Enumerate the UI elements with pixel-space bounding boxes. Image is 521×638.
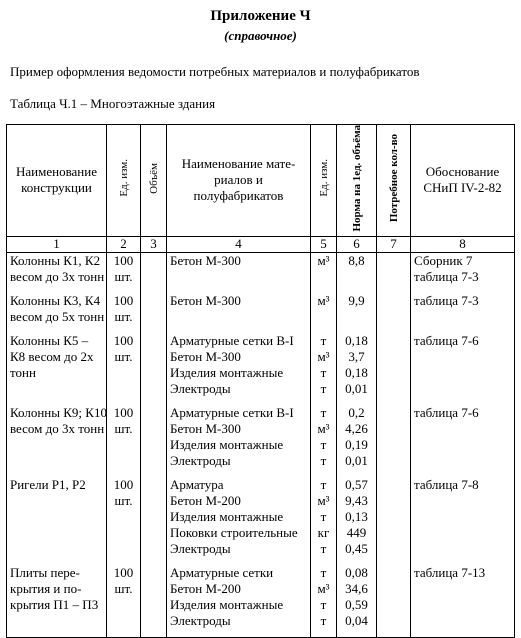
norms-line: 34,6 bbox=[345, 580, 368, 596]
basis-cell bbox=[411, 333, 515, 405]
units-cell bbox=[311, 565, 337, 638]
unit-cell bbox=[107, 405, 141, 477]
appendix-title: Приложение Ч bbox=[210, 8, 311, 24]
norms-line: 4,26 bbox=[345, 420, 368, 436]
table-row bbox=[7, 405, 515, 477]
header-materials-line: риалов и bbox=[214, 172, 263, 188]
document-caption: Пример оформления ведомости потребных материалов и полуфабрикатов bbox=[10, 64, 420, 79]
materials-cell bbox=[167, 477, 311, 565]
materials-line: Арматурные сетки bbox=[170, 564, 274, 580]
norms-cell bbox=[337, 333, 377, 405]
construction-line: Колонны К9; К10 bbox=[10, 404, 107, 420]
materials-line: Арматурные сетки В-I bbox=[170, 332, 294, 348]
materials-cell bbox=[167, 565, 311, 638]
norms-line: 0,08 bbox=[345, 564, 368, 580]
column-number: 8 bbox=[411, 236, 515, 252]
unit-cell bbox=[107, 477, 141, 565]
volume-cell bbox=[141, 293, 167, 333]
norms-line: 9,43 bbox=[345, 492, 368, 508]
basis-line: Сборник 7 bbox=[414, 252, 473, 268]
unit-line: 100 bbox=[113, 332, 134, 348]
construction-cell bbox=[7, 293, 107, 333]
column-number: 7 bbox=[377, 236, 411, 252]
materials-line: Арматурные сетки В-I bbox=[170, 404, 294, 420]
basis-cell bbox=[411, 405, 515, 477]
units-cell bbox=[311, 333, 337, 405]
basis-line: таблица 7-6 bbox=[414, 404, 479, 420]
units-line: т bbox=[320, 476, 327, 492]
materials-cell bbox=[167, 405, 311, 477]
units-line: т bbox=[320, 452, 327, 468]
units-line: т bbox=[320, 380, 327, 396]
materials-line: Арматура bbox=[170, 476, 224, 492]
volume-cell bbox=[141, 405, 167, 477]
norms-cell bbox=[337, 477, 377, 565]
unit-line: 100 bbox=[113, 476, 134, 492]
table-header-row bbox=[7, 125, 515, 237]
header-construction bbox=[7, 125, 107, 237]
construction-cell bbox=[7, 405, 107, 477]
materials-cell bbox=[167, 333, 311, 405]
norms-line: 0,59 bbox=[345, 596, 368, 612]
construction-cell bbox=[7, 477, 107, 565]
construction-line: весом до 3х тонн bbox=[10, 268, 105, 284]
norms-line: 0,2 bbox=[348, 404, 365, 420]
materials-table bbox=[6, 124, 515, 638]
header-basis-line: СНиП IV-2-82 bbox=[423, 180, 502, 196]
construction-cell bbox=[7, 565, 107, 638]
column-number: 3 bbox=[141, 236, 167, 252]
basis-line: таблица 7-8 bbox=[414, 476, 479, 492]
units-cell bbox=[311, 405, 337, 477]
construction-line: Колонны К1, К2 bbox=[10, 252, 101, 268]
norms-line: 0,18 bbox=[345, 364, 368, 380]
header-unit bbox=[107, 125, 141, 237]
header-unit-label: Ед. изм. bbox=[117, 159, 130, 198]
table-body bbox=[7, 252, 515, 637]
quantity-cell bbox=[377, 252, 411, 293]
table-row bbox=[7, 565, 515, 638]
units-line: м³ bbox=[317, 492, 330, 508]
header-materials bbox=[167, 125, 311, 237]
materials-line: Бетон М-300 bbox=[170, 420, 241, 436]
norms-cell bbox=[337, 293, 377, 333]
header-volume-label: Объём bbox=[147, 162, 160, 194]
header-basis-line: Обоснование bbox=[425, 164, 500, 180]
materials-line: Электроды bbox=[170, 612, 231, 628]
basis-cell bbox=[411, 293, 515, 333]
unit-line: шт. bbox=[114, 420, 133, 436]
column-number: 6 bbox=[337, 236, 377, 252]
norms-line: 0,01 bbox=[345, 452, 368, 468]
unit-line: 100 bbox=[113, 404, 134, 420]
unit-cell bbox=[107, 252, 141, 293]
units-line: т bbox=[320, 508, 327, 524]
basis-cell bbox=[411, 252, 515, 293]
basis-line: таблица 7-3 bbox=[414, 268, 479, 284]
construction-line: Плиты пере- bbox=[10, 564, 80, 580]
basis-cell bbox=[411, 565, 515, 638]
quantity-cell bbox=[377, 405, 411, 477]
norms-line: 0,19 bbox=[345, 436, 368, 452]
norms-line: 0,01 bbox=[345, 380, 368, 396]
materials-cell bbox=[167, 293, 311, 333]
column-number: 2 bbox=[107, 236, 141, 252]
units-cell bbox=[311, 293, 337, 333]
header-materials-line: полуфабрикатов bbox=[193, 188, 284, 204]
construction-line: крытия и по- bbox=[10, 580, 82, 596]
header-unit2-label: Ед. изм. bbox=[317, 159, 330, 198]
materials-line: Бетон М-300 bbox=[170, 348, 241, 364]
volume-cell bbox=[141, 477, 167, 565]
norms-cell bbox=[337, 252, 377, 293]
quantity-cell bbox=[377, 565, 411, 638]
header-construction-line: Наименование bbox=[16, 164, 97, 180]
norms-line: 9,9 bbox=[348, 292, 365, 308]
norms-line: 0,18 bbox=[345, 332, 368, 348]
units-line: т bbox=[320, 364, 327, 380]
materials-line: Изделия монтажные bbox=[170, 436, 284, 452]
header-construction-line: конструкции bbox=[21, 180, 92, 196]
materials-line: Электроды bbox=[170, 380, 231, 396]
materials-line: Изделия монтажные bbox=[170, 596, 284, 612]
units-line: т bbox=[320, 436, 327, 452]
quantity-cell bbox=[377, 477, 411, 565]
quantity-cell bbox=[377, 333, 411, 405]
norms-line: 3,7 bbox=[348, 348, 365, 364]
materials-line: Бетон М-200 bbox=[170, 580, 241, 596]
norms-cell bbox=[337, 565, 377, 638]
construction-line: крытия П1 – П3 bbox=[10, 596, 99, 612]
units-line: т bbox=[320, 564, 327, 580]
materials-line: Электроды bbox=[170, 452, 231, 468]
units-line: т bbox=[320, 596, 327, 612]
unit-cell bbox=[107, 293, 141, 333]
materials-line: Бетон М-300 bbox=[170, 252, 241, 268]
header-materials-line: Наименование мате- bbox=[181, 156, 296, 172]
basis-line: таблица 7-13 bbox=[414, 564, 486, 580]
materials-line: Изделия монтажные bbox=[170, 508, 284, 524]
unit-line: 100 bbox=[113, 564, 134, 580]
column-number: 4 bbox=[167, 236, 311, 252]
unit-line: шт. bbox=[114, 268, 133, 284]
header-norm bbox=[337, 125, 377, 237]
table-row bbox=[7, 252, 515, 293]
construction-line: Колонны К5 – bbox=[10, 332, 89, 348]
unit-line: шт. bbox=[114, 348, 133, 364]
unit-line: шт. bbox=[114, 492, 133, 508]
units-line: м³ bbox=[317, 252, 330, 268]
unit-cell bbox=[107, 333, 141, 405]
materials-line: Электроды bbox=[170, 540, 231, 556]
units-line: т bbox=[320, 404, 327, 420]
construction-line: К8 весом до 2х bbox=[10, 348, 94, 364]
basis-cell bbox=[411, 477, 515, 565]
norms-line: 0,45 bbox=[345, 540, 368, 556]
column-number-row bbox=[7, 236, 515, 252]
units-cell bbox=[311, 252, 337, 293]
column-number: 5 bbox=[311, 236, 337, 252]
units-line: м³ bbox=[317, 580, 330, 596]
unit-line: 100 bbox=[113, 252, 134, 268]
construction-line: Ригели Р1, Р2 bbox=[10, 476, 86, 492]
header-quantity-label: Потребное кол-во bbox=[387, 134, 400, 223]
construction-line: весом до 5х тонн bbox=[10, 308, 105, 324]
materials-line: Бетон М-300 bbox=[170, 292, 241, 308]
norms-line: 0,13 bbox=[345, 508, 368, 524]
norms-line: 0,04 bbox=[345, 612, 368, 628]
materials-line: Изделия монтажные bbox=[170, 364, 284, 380]
materials-line: Бетон М-200 bbox=[170, 492, 241, 508]
volume-cell bbox=[141, 252, 167, 293]
units-line: т bbox=[320, 540, 327, 556]
appendix-subtitle: (справочное) bbox=[224, 28, 297, 43]
unit-line: шт. bbox=[114, 580, 133, 596]
quantity-cell bbox=[377, 293, 411, 333]
unit-line: шт. bbox=[114, 308, 133, 324]
basis-line: таблица 7-3 bbox=[414, 292, 479, 308]
volume-cell bbox=[141, 565, 167, 638]
construction-line: тонн bbox=[10, 364, 36, 380]
units-cell bbox=[311, 477, 337, 565]
norms-line: 0,57 bbox=[345, 476, 368, 492]
units-line: м³ bbox=[317, 292, 330, 308]
units-line: т bbox=[320, 332, 327, 348]
materials-line: Поковки строительные bbox=[170, 524, 298, 540]
construction-line: Колонны К3, К4 bbox=[10, 292, 101, 308]
header-volume bbox=[141, 125, 167, 237]
unit-cell bbox=[107, 565, 141, 638]
header-basis bbox=[411, 125, 515, 237]
table-caption: Таблица Ч.1 – Многоэтажные здания bbox=[10, 96, 216, 111]
header-norm-label: Норма на 1ед. объёма bbox=[350, 125, 363, 232]
table-row bbox=[7, 333, 515, 405]
column-number: 1 bbox=[7, 236, 107, 252]
units-line: м³ bbox=[317, 420, 330, 436]
basis-line: таблица 7-6 bbox=[414, 332, 479, 348]
table-row bbox=[7, 293, 515, 333]
unit-line: 100 bbox=[113, 292, 134, 308]
units-line: кг bbox=[317, 524, 330, 540]
materials-cell bbox=[167, 252, 311, 293]
norms-cell bbox=[337, 405, 377, 477]
volume-cell bbox=[141, 333, 167, 405]
construction-cell bbox=[7, 333, 107, 405]
construction-line: весом до 3х тонн bbox=[10, 420, 105, 436]
norms-line: 8,8 bbox=[348, 252, 365, 268]
header-quantity bbox=[377, 125, 411, 237]
norms-line: 449 bbox=[346, 524, 367, 540]
units-line: м³ bbox=[317, 348, 330, 364]
table-row bbox=[7, 477, 515, 565]
header-unit2 bbox=[311, 125, 337, 237]
construction-cell bbox=[7, 252, 107, 293]
units-line: т bbox=[320, 612, 327, 628]
